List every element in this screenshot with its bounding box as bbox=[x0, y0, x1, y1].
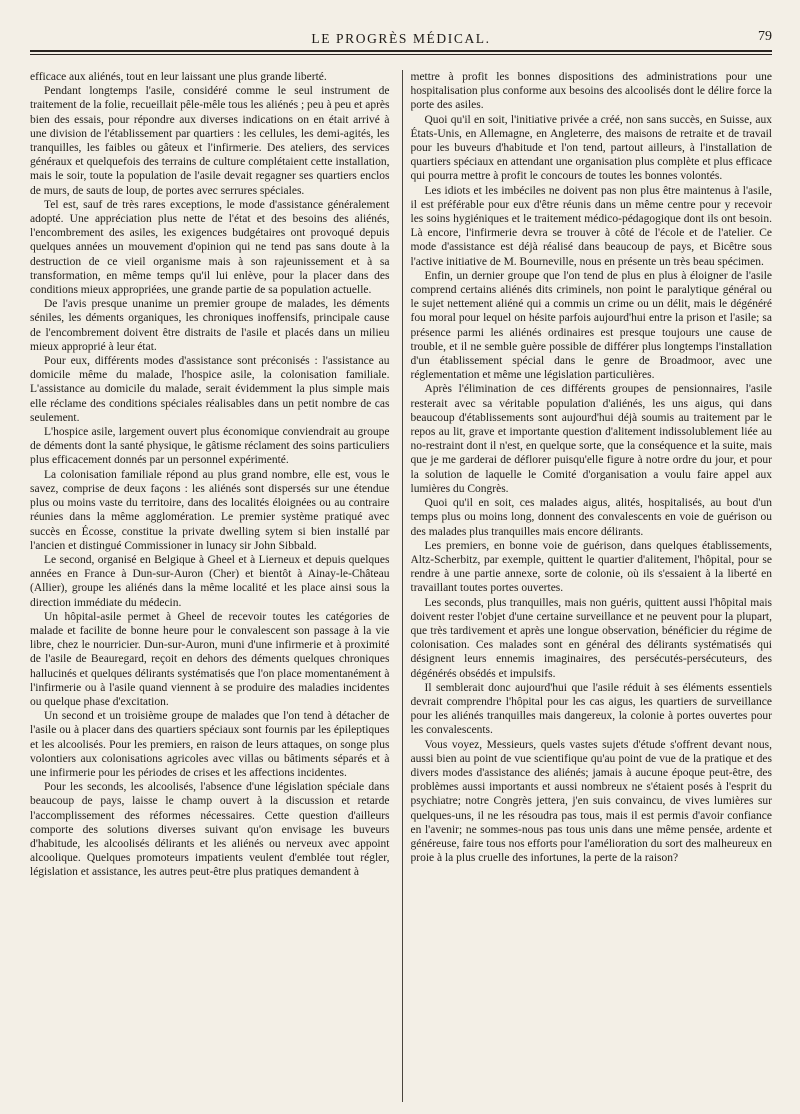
left-column bbox=[30, 70, 390, 1110]
paragraph: Il semblerait donc aujourd'hui que l'asile réduit à ses éléments essentiels devrait comprendre l'hôpital pour les cas aigus, les quartiers de surveillance pour les aliénés tranquilles mais dangereux, la colonie à portes ouvertes pour les convalescents. bbox=[410, 681, 772, 737]
paragraph: Pour eux, différents modes d'assistance sont préconisés : l'assistance au domicile même du malade, l'hospice asile, la colonisation familiale. L'assistance au domicile du malade, serait évidemment la plus simple mais elle réclame des conditions spéciales réalisables dans un petit nombre de cas seulement. bbox=[30, 355, 390, 424]
paragraph: Pendant longtemps l'asile, considéré comme le seul instrument de traitement de la folie, recueillait pêle-mêle tous les aliénés ; peu à peu et après bien des essais, pour répondre aux diverses indications on en était arrivé à une division de l'établissement par quartiers : les cellules, les demi-agités, les tranquilles, les faibles ou gâteux et l'infirmerie. Des ateliers, des services généraux et quelquefois des terrains de culture complétaient cette installation, mais le soir, toute la population de l'asile devait regagner ses quartiers enclos de murs, de sauts de loup, de portes avec serrures spéciales. bbox=[30, 85, 390, 197]
page-number: 79 bbox=[758, 29, 772, 44]
header-rule-thin bbox=[30, 54, 772, 55]
paragraph: De l'avis presque unanime un premier groupe de malades, les déments séniles, les déments organiques, les chroniques inoffensifs, principale cause de l'encombrement doivent être distraits de l'asile et placés dans un milieu mieux approprié à leur état. bbox=[30, 298, 390, 353]
paragraph: Les seconds, plus tranquilles, mais non guéris, quittent aussi l'hôpital mais doivent rester l'objet d'une certaine surveillance et ne peuvent pour la plupart, que très tardivement et après une longue observation, bénéficier du régime de colonisation. Ces malades sont en général des délirants systématisés qui désignent leurs ennemis imaginaires, des persécutés-persécuteurs, des dégénérés obsédés et impulsifs. bbox=[410, 596, 772, 680]
paragraph: Un second et un troisième groupe de malades que l'on tend à détacher de l'asile ou à placer dans des quartiers spéciaux sont fournis par les épileptiques et les alcoolisés. Pour les premiers, en raison de leurs attaques, on songe plus volontiers aux colonisations agricoles avec villas ou bâtiments séparés et à une infirmerie pour les périodes de crises et les affections incidentes. bbox=[30, 710, 390, 779]
paragraph: efficace aux aliénés, tout en leur laissant une plus grande liberté. bbox=[30, 71, 327, 83]
paragraph: Quoi qu'il en soit, ces malades aigus, alités, hospitalisés, au bout d'un temps plus ou moins long, donnent des convalescents en voie de guérison ou des malades plus tranquilles mais encore délirants. bbox=[410, 497, 772, 538]
two-column-body bbox=[30, 70, 772, 1110]
paragraph: Vous voyez, Messieurs, quels vastes sujets d'étude s'offrent devant nous, aussi bien au point de vue scientifique qu'au point de vue de la pratique et des divers modes d'assistance des aliénés; jamais à aucune époque peut-être, des problèmes aussi importants et aussi nombreux ne s'étaient posés à l'esprit du psychiatre; notre Congrès jettera, j'en suis convaincu, de vives lumières sur quelques-uns, il ne les résoudra pas tous, mais il est permis d'avoir confiance en l'avenir; ne sommes-nous pas tous unis dans une même pensée, ardente et généreuse, faire tous nos efforts pour l'amélioration du sort des malheureux en proie à la plus cruelle des infortunes, la perte de la raison? bbox=[410, 738, 772, 865]
paragraph: L'hospice asile, largement ouvert plus économique conviendrait au groupe de déments dont la santé physique, le gâtisme réclament des soins particuliers plus efficacement donnés par un personnel expérimenté. bbox=[30, 426, 390, 467]
paragraph: Quoi qu'il en soit, l'initiative privée a créé, non sans succès, en Suisse, aux États-Unis, en Allemagne, en Angleterre, des maisons de retraite et de travail pour les buveurs d'habitude et l'on tend, partout ailleurs, à l'installation de quartiers spéciaux en attendant une organisation plus complète et plus efficace qui pourra mettre à profit le concours de toutes les bonnes volontés. bbox=[410, 113, 772, 183]
paragraph: Après l'élimination de ces différents groupes de pensionnaires, l'asile resterait avec sa véritable population d'aliénés, les uns aigus, qui dans beaucoup d'établissements sont aujourd'hui déjà soumis au traitement par le repos au lit, grave et importante question d'alitement indissolublement liée au no-restraint dont il n'est, en quelque sorte, que la conséquence et la suite, mais que je me garderai de déflorer puisqu'elle figure à notre ordre du jour, et pour la solution de laquelle le Comité d'organisation a voulu faire appel aux lumières du Congrès. bbox=[410, 383, 772, 495]
paragraph: Le second, organisé en Belgique à Gheel et à Lierneux et depuis quelques années en France à Dun-sur-Auron (Cher) et bientôt à Ainay-le-Château (Allier), groupe les aliénés dans la même localité et les place ainsi sous la direction immédiate du médecin. bbox=[30, 553, 390, 609]
paragraph: Enfin, un dernier groupe que l'on tend de plus en plus à éloigner de l'asile comprend certains aliénés dits criminels, non point le paralytique général ou le sujet nettement aliéné qui a commis un crime ou un délit, mais le dégénéré fou moral pour lequel on hésite parfois aujourd'hui entre la prison et l'asile; sa présence parmi les aliénés ordinaires est presque toujours une cause de trouble, et il ne semble guère possible de différer plus longtemps l'installation d'un établissement spécial dans le genre de Broadmoor, avec une réglementation et même une législation particulières. bbox=[410, 269, 772, 382]
paragraph: Pour les seconds, les alcoolisés, l'absence d'une législation spéciale dans beaucoup de pays, laisse le champ ouvert à la discussion et retarde l'accomplissement des réformes nécessaires. Cette question d'ailleurs comporte des solutions diverses suivant qu'on envisage les buveurs d'habitude, les alcoolisés délirants et les aliénés ou nerveux avec appoint alcoolique. Quelques promoteurs impatients veulent d'emblée tout régler, législation et assistance, les autres peut-être plus pratiques demandent à bbox=[30, 781, 390, 879]
paragraph: Les idiots et les imbéciles ne doivent pas non plus être maintenus à l'asile, il est préférable pour eux d'être réunis dans un même centre pour y recevoir les soins hygiéniques et le traitement médico-pédagogique dont ils ont besoin. Là encore, l'infirmerie devra se trouver à côté de l'école et de l'atelier. Ce mode d'assistance est déjà réalisé dans beaucoup de pays, et Bicêtre sous l'active initiative de M. Bourneville, nous en présente un très beau spécimen. bbox=[410, 184, 772, 268]
paragraph: Tel est, sauf de très rares exceptions, le mode d'assistance généralement adopté. Une appréciation plus nette de l'état et des besoins des aliénés, l'encombrement des asiles, les exigences budgétaires ont provoqué depuis quelques années un mouvement d'opinion qui ne tend pas sans doute à la destruction de ce vieil organisme mais à son rajeunissement et à sa transformation, en même temps qu'il lui enlève, pour la placer dans des conditions mieux appropriées, une grande partie de sa population actuelle. bbox=[30, 198, 390, 297]
paragraph: mettre à profit les bonnes dispositions des administrations pour une hospitalisation plus conforme aux besoins des alcoolisés dont le délire force la porte des asiles. bbox=[410, 71, 772, 112]
header-rule-thick bbox=[30, 50, 772, 52]
paragraph: La colonisation familiale répond au plus grand nombre, elle est, vous le savez, comprise de deux façons : les aliénés sont dispersés sur une étendue plus ou moins vaste du territoire, dans des localités éloignées ou au contraire réunies dans la même agglomération. Le premier système pratiqué avec succès en Écosse, constitue la private dwelling sytem si bien installé par l'ancien et distingué Commissioner in lunacy sir John Sibbald. bbox=[30, 468, 390, 552]
page-header bbox=[30, 28, 772, 48]
right-column bbox=[411, 70, 773, 1110]
running-title: LE PROGRÈS MÉDICAL. bbox=[311, 31, 491, 46]
paragraph: Les premiers, en bonne voie de guérison, dans quelques établissements, Altz-Scherbitz, par exemple, quittent le quartier d'alitement, l'hôpital, pour se rendre à une partie annexe, sorte de colonie, où ils s'essaient à la liberté en travaillant toutes portes ouvertes. bbox=[410, 539, 772, 595]
column-divider bbox=[402, 70, 403, 1102]
paragraph: Un hôpital-asile permet à Gheel de recevoir toutes les catégories de malade et facilite de bonne heure pour le convalescent son passage à la vie libre, chez le nourricier. Dun-sur-Auron, muni d'une infirmerie et à proximité de l'asile de Beauregard, reçoit en dehors des déments quelques chroniques hallucinés et quelques délirants systématisés que l'on place momentanément à l'infirmerie ou à l'asile quand viennent à se produire des maladies incidentes ou quelque phase d'excitation. bbox=[30, 610, 390, 708]
